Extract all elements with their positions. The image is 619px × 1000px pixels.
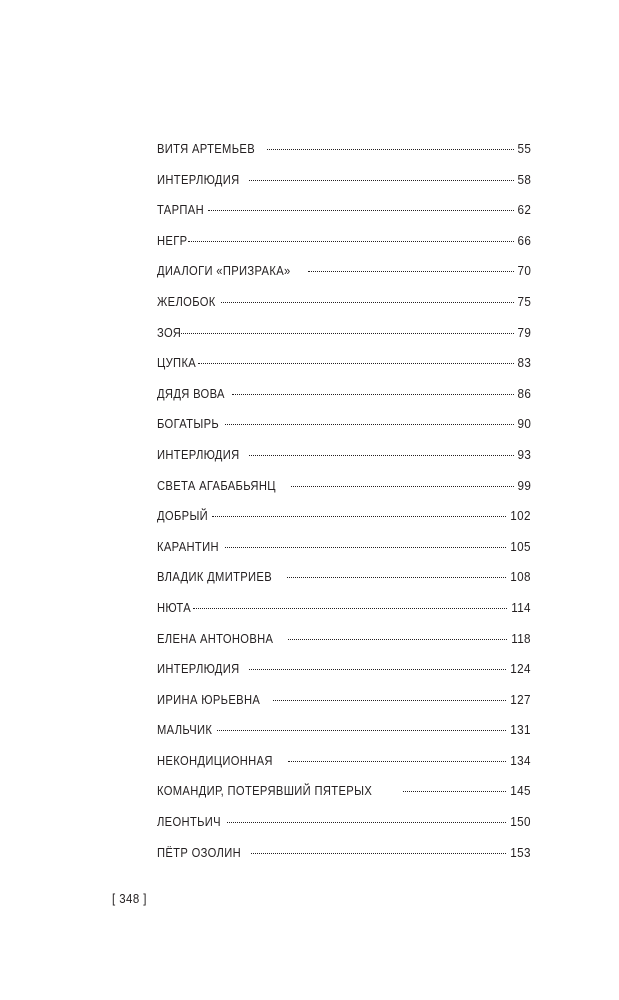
toc-entry	[157, 202, 531, 233]
toc-entry-page: 118	[511, 630, 531, 646]
toc-entry-title: НЕГР	[157, 232, 188, 248]
toc-entry-title: ЗОЯ	[157, 324, 182, 340]
toc-entry	[157, 661, 531, 692]
toc-entry-title: СВЕТА АГАБАБЬЯНЦ	[157, 477, 276, 493]
toc-entry-title: ПЁТР ОЗОЛИН	[157, 844, 242, 860]
dot-leader	[291, 486, 514, 487]
toc-entry-page: 83	[517, 355, 531, 371]
toc-entry-page: 105	[510, 538, 531, 554]
toc-entry-page: 102	[510, 508, 531, 524]
dot-leader	[232, 394, 514, 395]
toc-entry-title: ЦУПКА	[157, 355, 197, 371]
dot-leader	[288, 639, 507, 640]
dot-leader	[225, 547, 506, 548]
dot-leader	[217, 730, 506, 731]
toc-entry	[157, 355, 531, 386]
toc-entry	[157, 692, 531, 723]
dot-leader	[287, 577, 506, 578]
toc-entry-title: ДОБРЫЙ	[157, 508, 209, 524]
toc-entry-page: 93	[517, 446, 531, 462]
toc-entry-page: 55	[517, 141, 531, 156]
page-number: [ 348 ]	[112, 891, 147, 906]
toc-entry	[157, 325, 531, 356]
toc-entry-title: ЖЕЛОБОК	[157, 293, 216, 309]
toc-entry-page: 127	[510, 691, 531, 707]
toc-entry-page: 79	[517, 324, 531, 340]
toc-entry-page: 153	[510, 844, 531, 860]
toc-entry-title: ДИАЛОГИ «ПРИЗРАКА»	[157, 263, 291, 279]
dot-leader	[308, 271, 513, 272]
dot-leader	[249, 455, 514, 456]
toc-entry-title: МАЛЬЧИК	[157, 722, 213, 738]
toc-entry-title: ВЛАДИК ДМИТРИЕВ	[157, 569, 273, 585]
dot-leader	[193, 608, 507, 609]
toc-entry-page: 134	[510, 752, 531, 768]
toc-entry-title: НЕКОНДИЦИОННАЯ	[157, 752, 273, 768]
toc-entry-title: КОМАНДИР, ПОТЕРЯВШИЙ ПЯТЕРЫХ	[157, 783, 373, 799]
toc-entry-page: 75	[517, 293, 531, 309]
dot-leader	[181, 333, 514, 334]
dot-leader	[249, 669, 506, 670]
dot-leader	[188, 241, 513, 242]
toc-entry	[157, 294, 531, 325]
toc-entry-page: 114	[511, 599, 531, 615]
dot-leader	[227, 822, 506, 823]
toc-entry-title: ИНТЕРЛЮДИЯ	[157, 446, 240, 462]
toc-entry	[157, 753, 531, 784]
toc-entry-title: ЛЕОНТЬИЧ	[157, 814, 221, 830]
toc-entry-page: 90	[517, 416, 531, 432]
toc-entry	[157, 233, 531, 264]
toc-entry-page: 58	[517, 171, 531, 187]
toc-entry	[157, 845, 531, 876]
toc-entry-page: 145	[510, 783, 531, 799]
toc-entry-title: ТАРПАН	[157, 202, 205, 218]
toc-entry-title: ДЯДЯ ВОВА	[157, 385, 225, 401]
toc-entry-title: КАРАНТИН	[157, 538, 219, 554]
dot-leader	[221, 302, 514, 303]
dot-leader	[288, 761, 506, 762]
toc-entry	[157, 722, 531, 753]
toc-entry	[157, 416, 531, 447]
toc-entry-page: 124	[510, 661, 531, 677]
toc-entry	[157, 783, 531, 814]
table-of-contents	[157, 141, 531, 875]
toc-entry	[157, 600, 531, 631]
toc-entry-page: 99	[517, 477, 531, 493]
toc-entry	[157, 172, 531, 203]
dot-leader	[208, 210, 514, 211]
toc-entry-title: ИРИНА ЮРЬЕВНА	[157, 691, 261, 707]
toc-entry	[157, 569, 531, 600]
toc-entry	[157, 814, 531, 845]
toc-entry-page: 86	[517, 385, 531, 401]
toc-entry-title: БОГАТЫРЬ	[157, 416, 220, 432]
toc-entry-page: 108	[510, 569, 531, 585]
toc-entry-page: 66	[517, 232, 531, 248]
dot-leader	[249, 180, 514, 181]
dot-leader	[198, 363, 513, 364]
toc-entry-page: 131	[510, 722, 531, 738]
toc-entry	[157, 508, 531, 539]
toc-entry	[157, 447, 531, 478]
toc-entry-title: ИНТЕРЛЮДИЯ	[157, 661, 240, 677]
toc-entry	[157, 141, 531, 172]
toc-entry-title: НЮТА	[157, 599, 192, 615]
dot-leader	[225, 424, 514, 425]
dot-leader	[212, 516, 506, 517]
toc-entry-title: ЕЛЕНА АНТОНОВНА	[157, 630, 274, 646]
toc-entry-title: ВИТЯ АРТЕМЬЕВ	[157, 141, 255, 156]
toc-entry	[157, 539, 531, 570]
dot-leader	[403, 791, 506, 792]
toc-entry	[157, 386, 531, 417]
toc-entry-page: 70	[517, 263, 531, 279]
dot-leader	[267, 149, 514, 150]
dot-leader	[251, 853, 506, 854]
toc-entry	[157, 263, 531, 294]
toc-entry-title: ИНТЕРЛЮДИЯ	[157, 171, 240, 187]
dot-leader	[273, 700, 506, 701]
toc-entry	[157, 631, 531, 662]
toc-entry	[157, 478, 531, 509]
toc-entry-page: 62	[517, 202, 531, 218]
toc-entry-page: 150	[510, 814, 531, 830]
